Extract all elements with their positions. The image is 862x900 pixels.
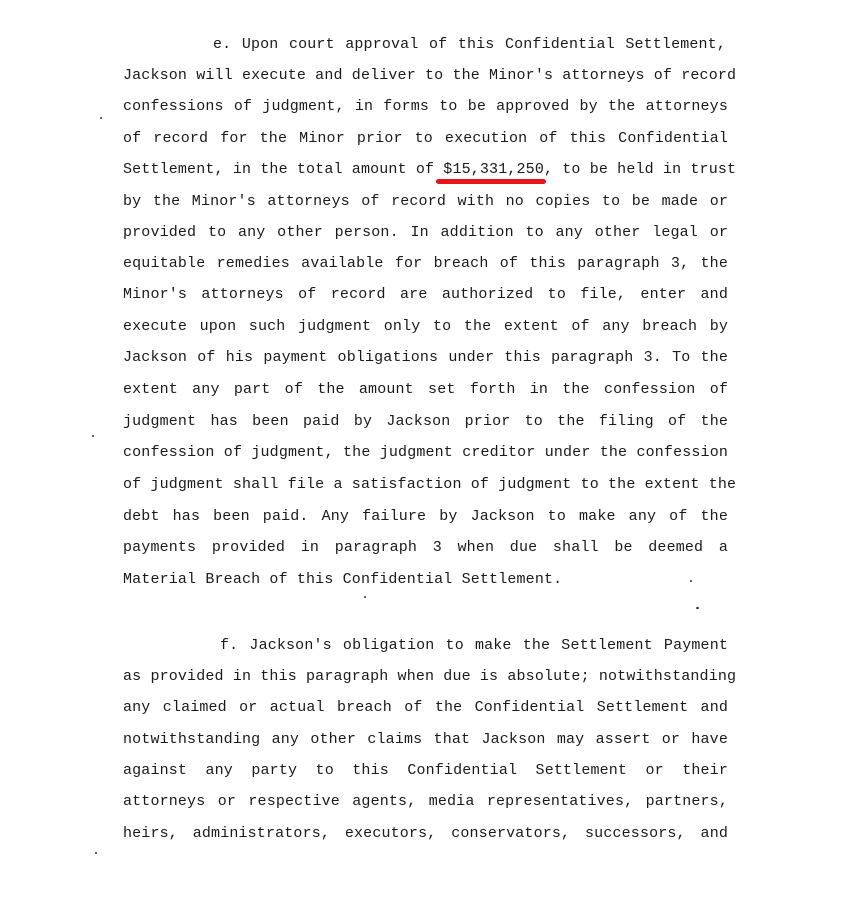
paragraph-e-line-1: e. Upon court approval of this Confidential Settlement, xyxy=(213,36,726,53)
paragraph-e-line-11: Jackson of his payment obligations under this paragraph 3. To the xyxy=(123,349,728,366)
paragraph-e-line-9: Minor's attorneys of record are authorized to file, enter and xyxy=(123,286,728,303)
scan-speck xyxy=(364,596,366,598)
paragraph-e-line-5: Settlement, in the total amount of $15,331,250, to be held in trust xyxy=(123,161,737,178)
paragraph-f-line-7: heirs, administrators, executors, conservators, successors, and xyxy=(123,825,728,842)
paragraph-e-line-2: Jackson will execute and deliver to the Minor's attorneys of record xyxy=(123,67,737,84)
scan-speck xyxy=(92,435,94,437)
paragraph-e-line-12: extent any part of the amount set forth in the confession of xyxy=(123,381,728,398)
scan-speck xyxy=(690,580,692,582)
scan-speck xyxy=(100,117,102,119)
paragraph-f-line-6: attorneys or respective agents, media representatives, partners, xyxy=(123,793,728,810)
amount-highlight-underline xyxy=(436,179,546,184)
paragraph-e-line-13: judgment has been paid by Jackson prior to the filing of the xyxy=(123,413,728,430)
paragraph-e-line-18: Material Breach of this Confidential Settlement. xyxy=(123,571,563,588)
paragraph-f-line-2: as provided in this paragraph when due is absolute; notwithstanding xyxy=(123,668,737,685)
paragraph-e-line-3: confessions of judgment, in forms to be approved by the attorneys xyxy=(123,98,728,115)
paragraph-f-line-5: against any party to this Confidential Settlement or their xyxy=(123,762,728,779)
paragraph-e-line-17: payments provided in paragraph 3 when due shall be deemed a xyxy=(123,539,728,556)
scan-speck xyxy=(696,607,699,609)
paragraph-e-line-15: of judgment shall file a satisfaction of judgment to the extent the xyxy=(123,476,737,493)
paragraph-e-line-8: equitable remedies available for breach of this paragraph 3, the xyxy=(123,255,728,272)
paragraph-e-line-14: confession of judgment, the judgment creditor under the confession xyxy=(123,444,728,461)
paragraph-e-line-6: by the Minor's attorneys of record with no copies to be made or xyxy=(123,193,728,210)
scan-speck xyxy=(95,852,97,854)
paragraph-e-line-16: debt has been paid. Any failure by Jackson to make any of the xyxy=(123,508,728,525)
paragraph-f-line-3: any claimed or actual breach of the Confidential Settlement and xyxy=(123,699,728,716)
paragraph-e-line-10: execute upon such judgment only to the extent of any breach by xyxy=(123,318,728,335)
paragraph-f-line-4: notwithstanding any other claims that Jackson may assert or have xyxy=(123,731,728,748)
paragraph-f-line-1: f. Jackson's obligation to make the Settlement Payment xyxy=(220,637,728,654)
paragraph-e-line-7: provided to any other person. In addition to any other legal or xyxy=(123,224,728,241)
paragraph-e-line-4: of record for the Minor prior to execution of this Confidential xyxy=(123,130,728,147)
